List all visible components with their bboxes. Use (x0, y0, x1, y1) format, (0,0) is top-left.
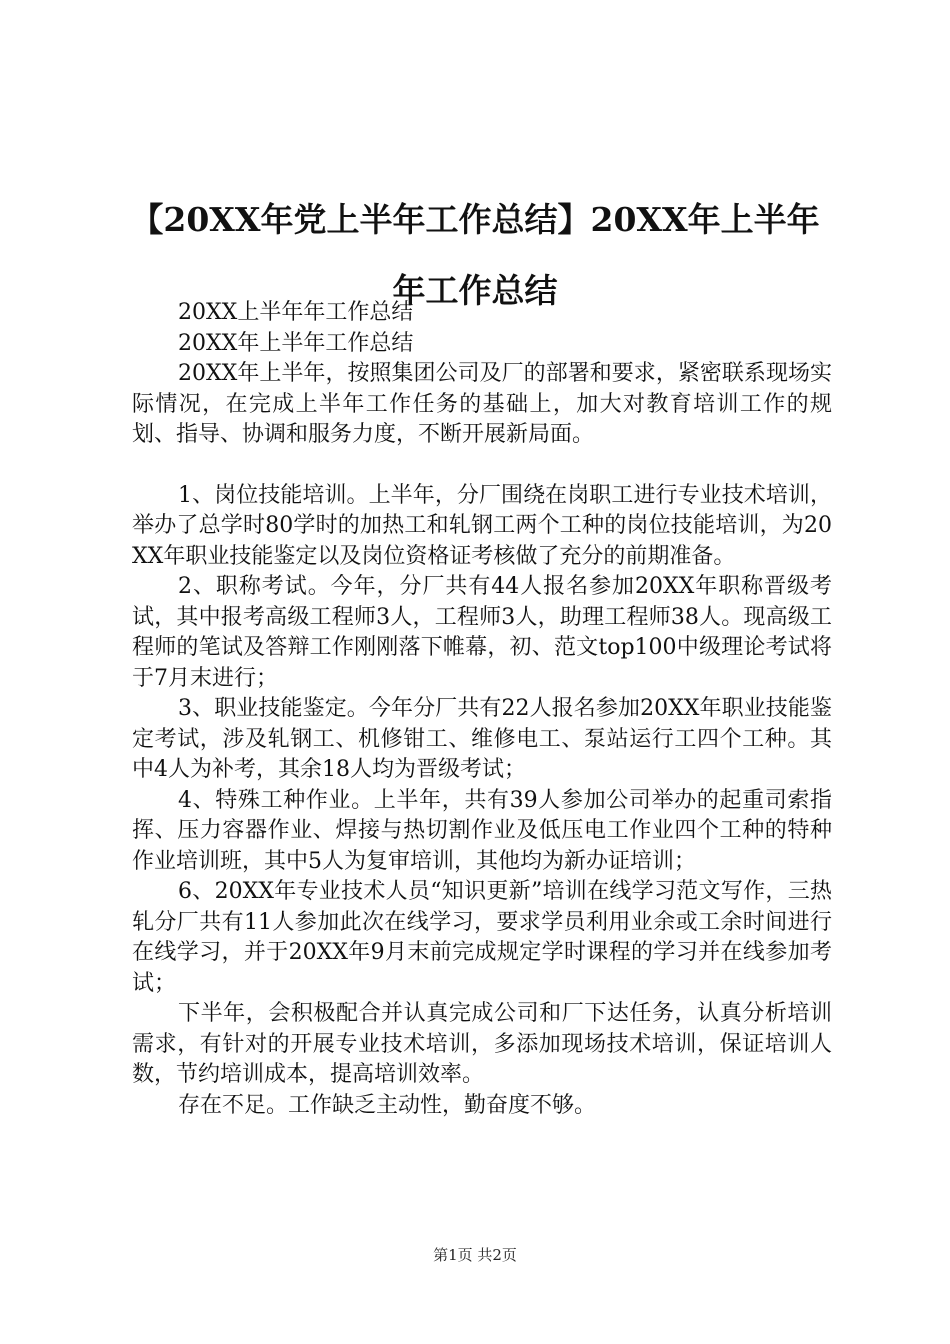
paragraph-subtitle-1: 20XX上半年年工作总结 (178, 300, 414, 325)
title-line-2: 年工作总结 (392, 271, 558, 310)
paragraph-item-1: 1、岗位技能培训。上半年，分厂围绕在岗职工进行专业技术培训，举办了总学时80学时的加热工和轧钢工两个工种的岗位技能培训，为20XX年职业技能鉴定以及岗位资格证考核做了充分的前期准备。 (132, 482, 832, 569)
paragraph-item-4: 4、特殊工种作业。上半年，共有39人参加公司举办的起重司索指挥、压力容器作业、焊接与热切割作业及低压电工作业四个工种的特种作业培训班，其中5人为复审培训，其他均为新办证培训； (132, 787, 832, 874)
document-body (132, 298, 832, 1121)
paragraph-intro: 20XX年上半年，按照集团公司及厂的部署和要求，紧密联系现场实际情况，在完成上半年工作任务的基础上，加大对教育培训工作的规划、指导、协调和服务力度，不断开展新局面。 (132, 361, 832, 447)
page-footer: 第1页 共2页 (433, 1246, 517, 1264)
paragraph-item-6: 6、20XX年专业技术人员“知识更新”培训在线学习范文写作，三热轧分厂共有11人参加此次在线学习，要求学员利用业余或工余时间进行在线学习，并于20XX年9月末前完成规定学时课程的学习并在线参加考试； (132, 879, 832, 996)
paragraph-item-3: 3、职业技能鉴定。今年分厂共有22人报名参加20XX年职业技能鉴定考试，涉及轧钢工、机修钳工、维修电工、泵站运行工四个工种。其中4人为补考，其余18人均为晋级考试； (132, 696, 832, 782)
paragraph-item-2: 2、职称考试。今年，分厂共有44人报名参加20XX年职称晋级考试，其中报考高级工程师3人，工程师3人，助理工程师38人。现高级工程师的笔试及答辩工作刚刚落下帷幕，初、范文top100中级理论考试将于7月末进行； (132, 574, 832, 691)
title-line-1: 【20XX年党上半年工作总结】20XX年上半年 (130, 200, 820, 239)
paragraph-shortcomings: 存在不足。工作缺乏主动性，勤奋度不够。 (178, 1092, 597, 1118)
paragraph-subtitle-2: 20XX年上半年工作总结 (178, 330, 414, 356)
paragraph-second-half: 下半年，会积极配合并认真完成公司和厂下达任务，认真分析培训需求，有针对的开展专业技术培训，多添加现场技术培训，保证培训人数，节约培训成本，提高培训效率。 (132, 1001, 832, 1087)
